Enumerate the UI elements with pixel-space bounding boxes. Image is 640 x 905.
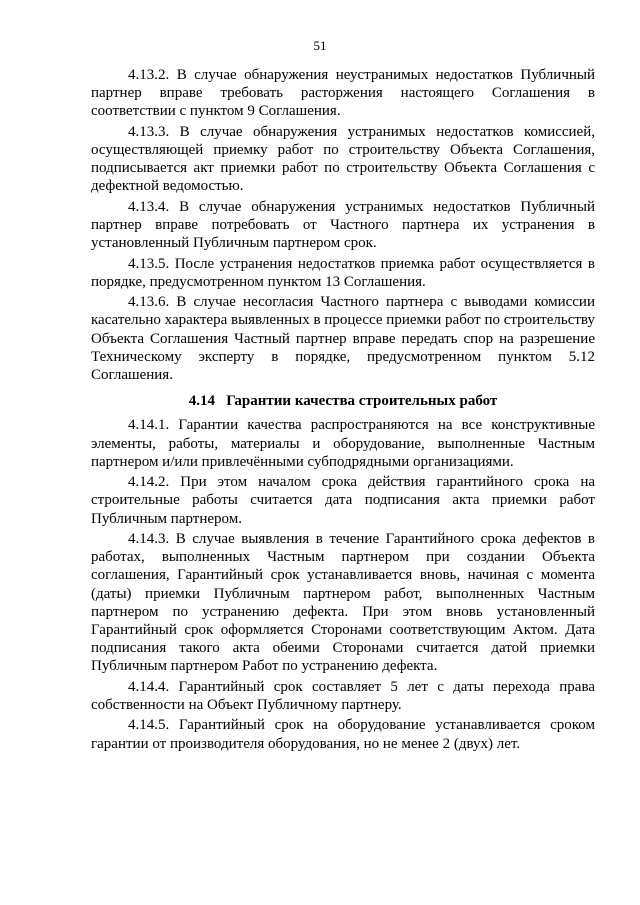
paragraph-4-13-4: 4.13.4. В случае обнаружения устранимых недостатков Публичный партнер вправе потребовать от Частного партнера их устранения в установленный Публичным партнером срок. [91, 198, 595, 252]
paragraph-4-14-5: 4.14.5. Гарантийный срок на оборудование устанавливается сроком гарантии от производителя оборудования, но не менее 2 (двух) лет. [91, 717, 595, 752]
paragraph-4-14-2: 4.14.2. При этом началом срока действия гарантийного срока на строительные работы считается дата подписания акта приемки работ Публичным партнером. [91, 474, 595, 527]
paragraph-4-14-3: 4.14.3. В случае выявления в течение Гарантийного срока дефектов в работах, выполненных Частным партнером при создании Объекта соглашения, Гарантийный срок устанавливается вновь, начиная с момента (даты) приемки Публичным партнером работ, выполненных Частным партнером по устранению дефекта. При этом вновь установленный Гарантийный срок оформляется Сторонами соответствующим Актом. Дата подписания такого акта обеими Сторонами считается датой приемки Публичным партнером Работ по устранению дефекта. [91, 531, 595, 675]
paragraph-4-13-3: 4.13.3. В случае обнаружения устранимых недостатков комиссией, осуществляющей приемку работ по строительству Объекта Соглашения, подписывается акт приемки работ по строительству Объекта Соглашения с дефектной ведомостью. [91, 123, 595, 195]
section-heading-4-14: 4.14 Гарантии качества строительных работ [188, 393, 498, 410]
paragraph-4-13-6: 4.13.6. В случае несогласия Частного партнера с выводами комиссии касательно характера выявленных в процессе приемки работ по строительству Объекта Соглашения Частный партнер вправе передать спор на разрешение Техническому эксперту в порядке, предусмотренном пунктом 5.12 Соглашения. [91, 294, 595, 383]
paragraph-4-13-2: 4.13.2. В случае обнаружения неустранимых недостатков Публичный партнер вправе требовать расторжения настоящего Соглашения в соответствии с пунктом 9 Соглашения. [91, 67, 595, 120]
page-number: 51 [313, 38, 327, 53]
document-body [91, 66, 595, 755]
paragraph-4-14-1: 4.14.1. Гарантии качества распространяются на все конструктивные элементы, работы, материалы и оборудование, выполненные Частным партнером и/или привлечёнными субподрядными организациями. [91, 417, 595, 470]
paragraph-4-13-5: 4.13.5. После устранения недостатков приемка работ осуществляется в порядке, предусмотренном пунктом 13 Соглашения. [91, 255, 595, 290]
paragraph-4-14-4: 4.14.4. Гарантийный срок составляет 5 лет с даты перехода права собственности на Объект Публичному партнеру. [91, 678, 595, 714]
